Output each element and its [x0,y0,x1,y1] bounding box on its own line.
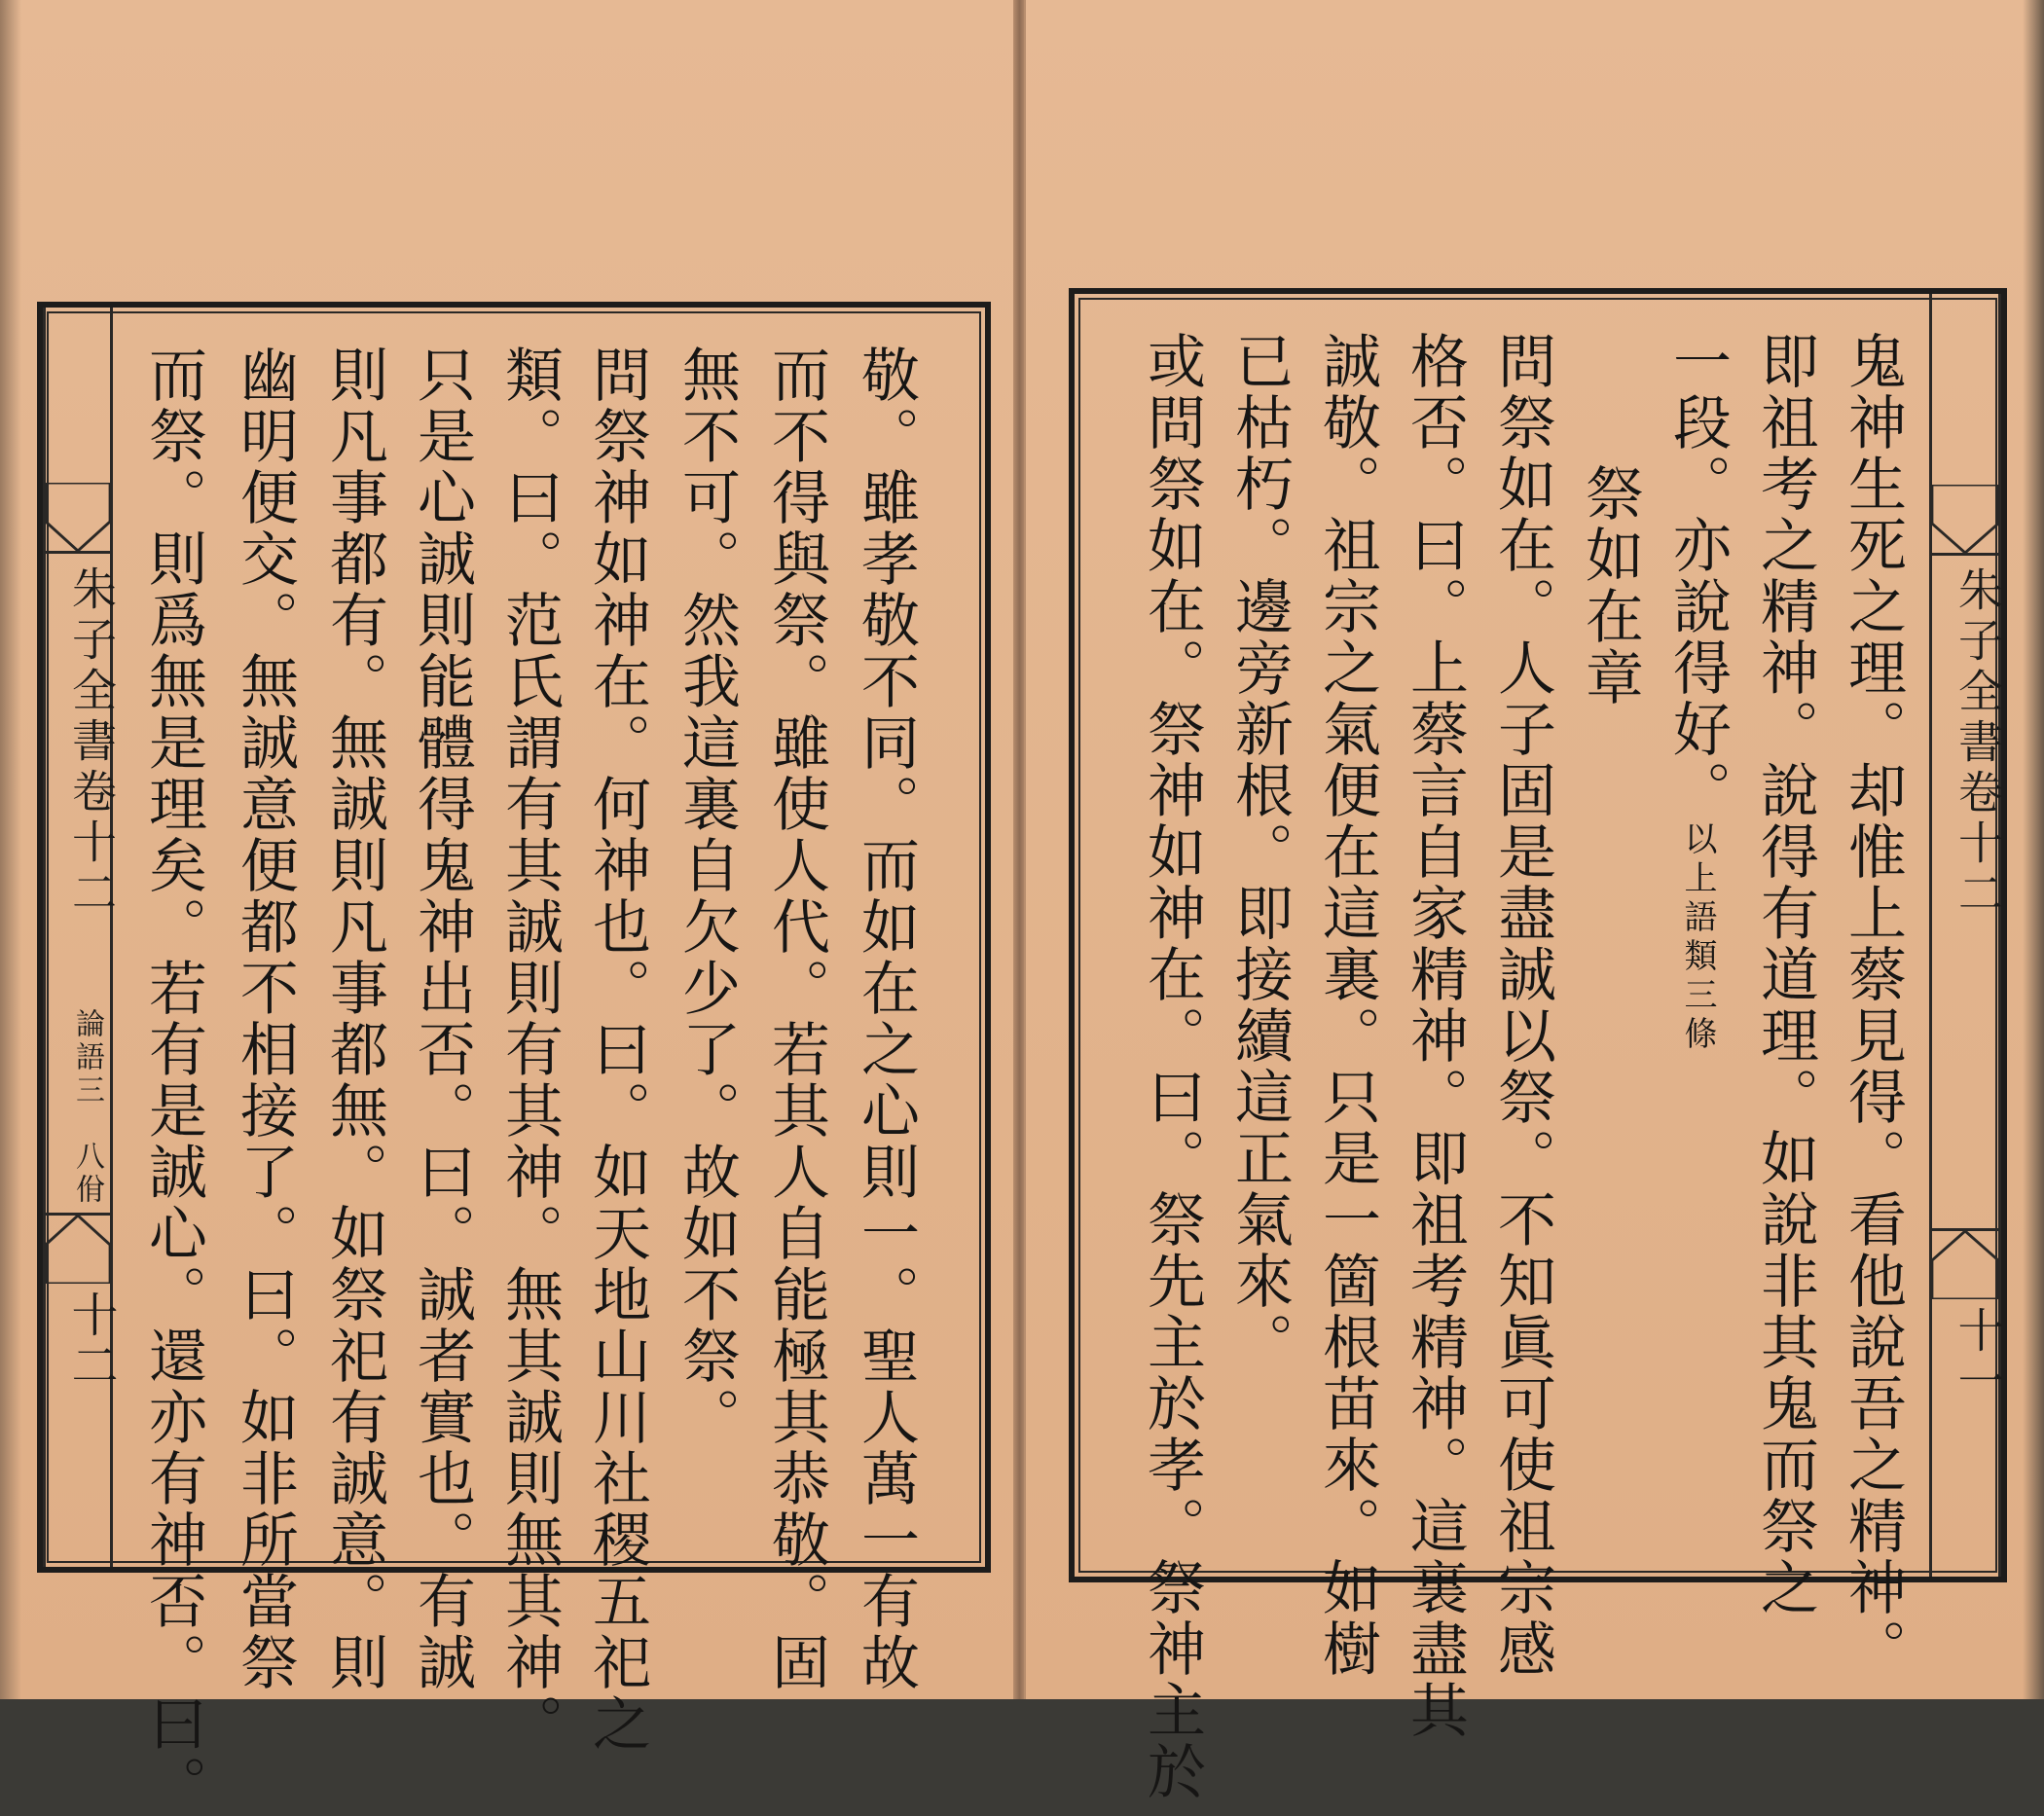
right-bottom-fishtail [1932,1228,1998,1299]
left-column-1: 敬。雖孝敬不同。而如在之心則一。聖人萬一有故 [852,345,920,1693]
right-column-5: 問祭如在。人子固是盡誠以祭。不知眞可使祖宗感 [1488,331,1556,1680]
left-column-8: 幽明便交。無誠意便都不相接了。曰。如非所當祭 [231,345,299,1693]
right-column-7: 誠敬。祖宗之氣便在這裏。只是一箇根苗來。如樹 [1313,331,1381,1680]
left-column-3: 無不可。然我這裏自欠少了。故如不祭。 [673,345,741,1448]
right-margin-title: 朱子全書卷十二 [1952,566,2004,921]
left-margin-page-number: 十二 [63,1290,118,1392]
right-column-1: 鬼神生死之理。却惟上蔡見得。看他說吾之精神。 [1839,331,1907,1680]
left-text-frame [37,302,991,1816]
left-top-fishtail [46,483,110,554]
left-column-4: 問祭神如神在。何神也。曰。如天地山川社稷五祀之 [583,345,651,1755]
left-column-7: 則凡事都有。無誠則凡事都無。如祭祀有誠意。則 [320,345,388,1693]
right-page [1024,0,2044,1802]
right-page-edge [2023,0,2044,1699]
right-column-3-main: 一段。亦說得好。 [1663,331,1732,821]
right-column-8: 已枯朽。邊旁新根。即接續這正氣來。 [1225,331,1294,1373]
right-text-frame [1069,288,2007,1802]
right-column-4-heading: 祭如在章 [1576,463,1644,708]
left-column-9: 而祭。則爲無是理矣。若有是誠心。還亦有神否。曰。 [139,345,207,1816]
right-column-3 [1663,331,1732,1055]
left-margin-strip [43,308,118,1567]
left-column-2: 而不得與祭。雖使人代。若其人自能極其恭敬。固 [762,345,830,1693]
left-bottom-fishtail [46,1213,110,1284]
left-page [0,0,1015,1816]
right-column-6: 格否。曰。上蔡言自家精神。即祖考精神。這裏盡其 [1401,331,1469,1741]
left-margin-section: 論語三 八佾 [70,1008,104,1207]
right-top-fishtail [1932,485,1998,556]
right-column-3-note: 以上語類三條 [1678,821,1717,1055]
right-column-9: 或問祭如在。祭神如神在。曰。祭先主於孝。祭神主於 [1138,331,1206,1802]
right-margin-strip [1929,294,2004,1577]
left-page-edge [0,0,21,1699]
left-column-6: 只是心誠則能體得鬼神出否。曰。誠者實也。有誠 [408,345,476,1693]
left-margin-title: 朱子全書卷十二 [65,565,118,920]
right-column-2: 即祖考之精神。說得有道理。如說非其鬼而祭之 [1751,331,1819,1618]
right-margin-page-number: 十一 [1950,1306,2004,1407]
left-column-5: 類。曰。范氏謂有其誠則有其神。無其誠則無其神。 [495,345,564,1755]
